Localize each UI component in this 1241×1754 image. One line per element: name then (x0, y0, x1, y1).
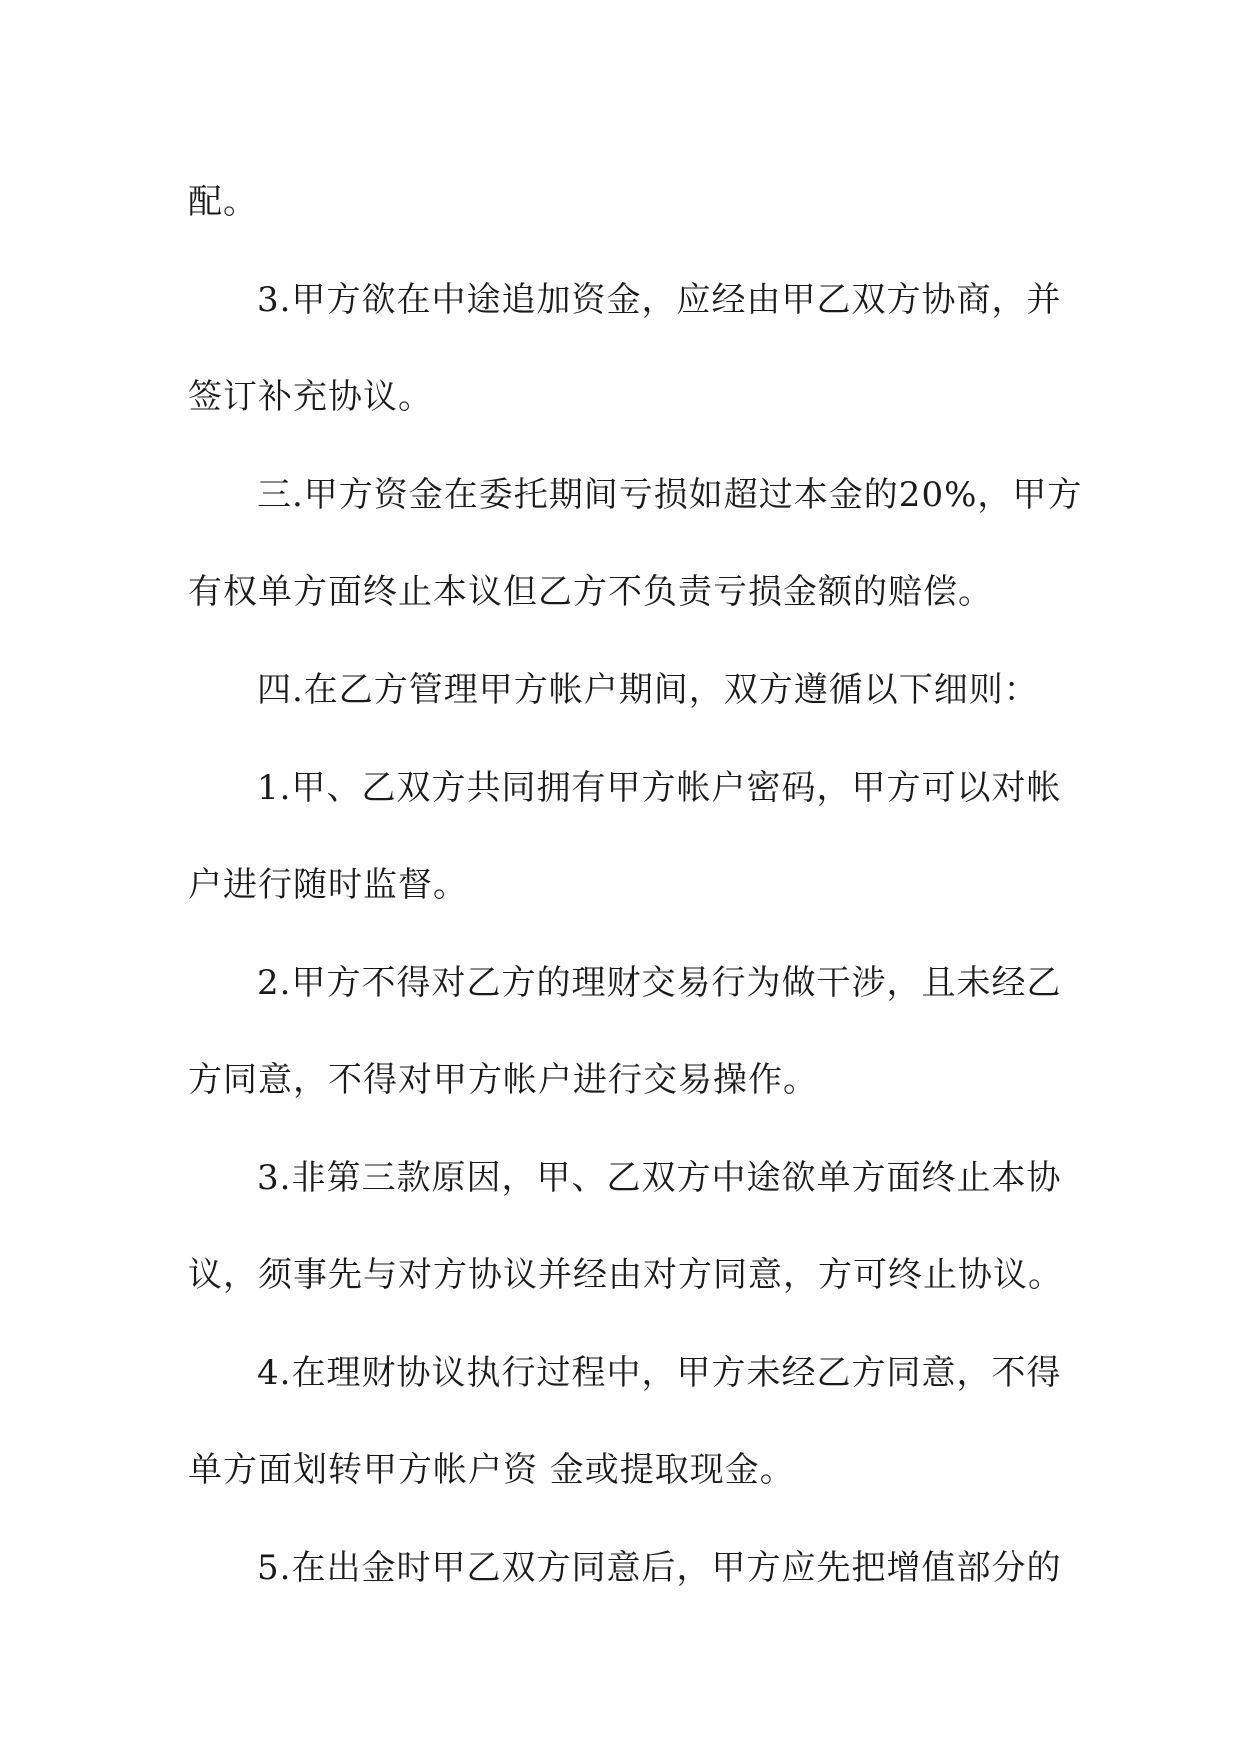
line-text: 4.在理财协议执行过程中，甲方未经乙方同意，不得 (257, 1353, 1062, 1393)
text-line (0, 1245, 1241, 1305)
text-line (0, 758, 1241, 818)
text-line (0, 1440, 1241, 1500)
text-line (0, 367, 1241, 427)
line-text: 3.甲方欲在中途追加资金，应经由甲乙双方协商，并 (257, 280, 1062, 320)
line-text: 5.在出金时甲乙双方同意后，甲方应先把增值部分的 (257, 1548, 1062, 1588)
line-text: 2.甲方不得对乙方的理财交易行为做干涉，且未经乙 (257, 963, 1062, 1003)
line-text: 三.甲方资金在委托期间亏损如超过本金的20%，甲方 (257, 475, 1083, 515)
line-text: 签订补充协议。 (188, 377, 433, 417)
line-text: 3.非第三款原因，甲、乙双方中途欲单方面终止本协 (257, 1158, 1062, 1198)
text-line (0, 465, 1241, 525)
line-text: 单方面划转甲方帐户资 金或提取现金。 (188, 1450, 795, 1490)
line-text: 方同意，不得对甲方帐户进行交易操作。 (188, 1060, 818, 1100)
line-text: 议，须事先与对方协议并经由对方同意，方可终止协议。 (188, 1255, 1063, 1295)
text-line (0, 562, 1241, 622)
text-line (0, 660, 1241, 720)
text-line (0, 1050, 1241, 1110)
line-text: 有权单方面终止本议但乙方不负责亏损金额的赔偿。 (188, 572, 993, 612)
text-line (0, 1343, 1241, 1403)
text-line (0, 855, 1241, 915)
text-line (0, 270, 1241, 330)
text-line (0, 1148, 1241, 1208)
line-text: 1.甲、乙双方共同拥有甲方帐户密码，甲方可以对帐 (257, 768, 1062, 808)
line-text: 配。 (188, 182, 258, 222)
text-line (0, 1538, 1241, 1598)
text-line (0, 953, 1241, 1013)
line-text: 户进行随时监督。 (188, 865, 468, 905)
text-line (0, 172, 1241, 232)
line-text: 四.在乙方管理甲方帐户期间，双方遵循以下细则： (257, 670, 1039, 710)
